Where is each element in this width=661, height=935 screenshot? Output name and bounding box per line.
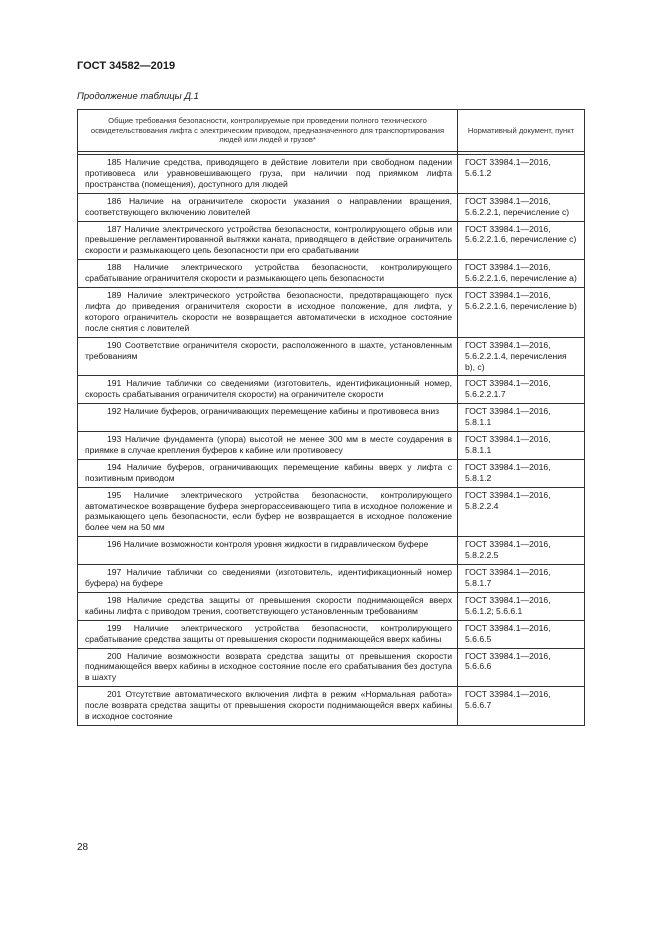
document-reference-cell: ГОСТ 33984.1—2016, 5.6.6.5 bbox=[458, 620, 585, 648]
requirement-cell: 199 Наличие электрического устройства безопасности, контролирующего срабатывание средства защиты от превышения скорости поднимающейся вверх кабины bbox=[78, 620, 458, 648]
table-row bbox=[78, 221, 585, 260]
requirement-cell: 186 Наличие на ограничителе скорости указания о направлении вращения, соответствующего включению ловителей bbox=[78, 193, 458, 221]
requirement-cell: 189 Наличие электрического устройства безопасности, предотвращающего пуск лифта до приведения ограничителя скорости в исходное положение, для лифта, у которого ограничитель скорости не возвращается автоматически в исходное состояние после снятия с ловителей bbox=[78, 288, 458, 338]
requirement-cell: 191 Наличие таблички со сведениями (изготовитель, идентификационный номер, скорость срабатывания ограничителя скорости) на ограничителе скорости bbox=[78, 376, 458, 404]
document-reference-cell: ГОСТ 33984.1—2016, 5.6.2.2.1.6, перечисление b) bbox=[458, 288, 585, 338]
table-row bbox=[78, 648, 585, 687]
table-row bbox=[78, 537, 585, 565]
document-reference-cell: ГОСТ 33984.1—2016, 5.8.1.2 bbox=[458, 459, 585, 487]
column-header-document: Нормативный документ, пункт bbox=[458, 110, 585, 152]
document-reference-cell: ГОСТ 33984.1—2016, 5.8.2.2.5 bbox=[458, 537, 585, 565]
requirement-cell: 201 Отсутствие автоматического включения лифта в режим «Нормальная работа» после возврата средства защиты от превышения скорости поднимающейся вверх кабины в исходное состояние bbox=[78, 687, 458, 726]
document-reference-cell: ГОСТ 33984.1—2016, 5.6.2.2.1, перечисление c) bbox=[458, 193, 585, 221]
table-row bbox=[78, 337, 585, 376]
table-row bbox=[78, 687, 585, 726]
document-reference-cell: ГОСТ 33984.1—2016, 5.8.2.2.4 bbox=[458, 487, 585, 537]
requirement-cell: 192 Наличие буферов, ограничивающих перемещение кабины и противовеса вниз bbox=[78, 404, 458, 432]
column-header-requirements: Общие требования безопасности, контролируемые при проведении полного технического освидетельствования лифта с электрическим приводом, предназначенного для транспортирования людей или людей и грузов* bbox=[78, 110, 458, 152]
requirement-cell: 195 Наличие электрического устройства безопасности, контролирующего автоматическое возвращение буфера энергорассеивающего типа в исходное положение и размыкающего цепь безопасности, если буфер не возвращается в исходное положение более чем на 50 мм bbox=[78, 487, 458, 537]
requirements-table bbox=[77, 109, 585, 726]
document-reference-cell: ГОСТ 33984.1—2016, 5.6.2.2.1.7 bbox=[458, 376, 585, 404]
requirement-cell: 196 Наличие возможности контроля уровня жидкости в гидравлическом буфере bbox=[78, 537, 458, 565]
document-reference-cell: ГОСТ 33984.1—2016, 5.8.1.7 bbox=[458, 565, 585, 593]
document-reference-cell: ГОСТ 33984.1—2016, 5.6.6.7 bbox=[458, 687, 585, 726]
document-reference-cell: ГОСТ 33984.1—2016, 5.8.1.1 bbox=[458, 432, 585, 460]
table-continuation-label: Продолжение таблицы Д.1 bbox=[77, 91, 199, 102]
table-body bbox=[78, 155, 585, 726]
table-row bbox=[78, 432, 585, 460]
requirement-cell: 185 Наличие средства, приводящего в действие ловители при свободном падении противовеса или уравновешивающего груза, при наличии под приямком лифта пространства (помещения), доступного для людей bbox=[78, 155, 458, 194]
requirement-cell: 194 Наличие буферов, ограничивающих перемещение кабины вверх у лифта с позитивным приводом bbox=[78, 459, 458, 487]
table-row bbox=[78, 620, 585, 648]
document-reference-cell: ГОСТ 33984.1—2016, 5.8.1.1 bbox=[458, 404, 585, 432]
table-row bbox=[78, 288, 585, 338]
document-title: ГОСТ 34582—2019 bbox=[77, 60, 176, 72]
requirement-cell: 190 Соответствие ограничителя скорости, расположенного в шахте, установленным требованиям bbox=[78, 337, 458, 376]
requirement-cell: 200 Наличие возможности возврата средства защиты от превышения скорости поднимающейся вверх кабины в исходное состояние после его срабатывания без доступа в шахту bbox=[78, 648, 458, 687]
table-row bbox=[78, 592, 585, 620]
document-reference-cell: ГОСТ 33984.1—2016, 5.6.1.2; 5.6.6.1 bbox=[458, 592, 585, 620]
requirement-cell: 193 Наличие фундамента (упора) высотой не менее 300 мм в месте соударения в приямке в случае крепления буферов к кабине или противовесу bbox=[78, 432, 458, 460]
document-reference-cell: ГОСТ 33984.1—2016, 5.6.1.2 bbox=[458, 155, 585, 194]
requirement-cell: 197 Наличие таблички со сведениями (изготовитель, идентификационный номер буфера) на буфере bbox=[78, 565, 458, 593]
table-row bbox=[78, 260, 585, 288]
table-header-row bbox=[78, 110, 585, 152]
table-row bbox=[78, 193, 585, 221]
table-row bbox=[78, 404, 585, 432]
page-number: 28 bbox=[77, 842, 89, 853]
requirement-cell: 187 Наличие электрического устройства безопасности, контролирующего обрыв или превышение регламентированной вытяжки каната, приводящего в действие ограничитель скорости и размыкающего цепь безопасности при его срабатывании bbox=[78, 221, 458, 260]
document-reference-cell: ГОСТ 33984.1—2016, 5.6.2.2.1.4, перечисления b), c) bbox=[458, 337, 585, 376]
requirement-cell: 198 Наличие средства защиты от превышения скорости поднимающейся вверх кабины лифта с приводом трения, соответствующего установленным требованиям bbox=[78, 592, 458, 620]
table-row bbox=[78, 155, 585, 194]
table-row bbox=[78, 376, 585, 404]
table-row bbox=[78, 565, 585, 593]
document-reference-cell: ГОСТ 33984.1—2016, 5.6.2.2.1.6, перечисление c) bbox=[458, 221, 585, 260]
requirement-cell: 188 Наличие электрического устройства безопасности, контролирующего срабатывание ограничителя скорости и размыкающего цепь безопасности bbox=[78, 260, 458, 288]
table-row bbox=[78, 459, 585, 487]
document-reference-cell: ГОСТ 33984.1—2016, 5.6.6.6 bbox=[458, 648, 585, 687]
document-reference-cell: ГОСТ 33984.1—2016, 5.6.2.2.1.6, перечисление a) bbox=[458, 260, 585, 288]
table-row bbox=[78, 487, 585, 537]
